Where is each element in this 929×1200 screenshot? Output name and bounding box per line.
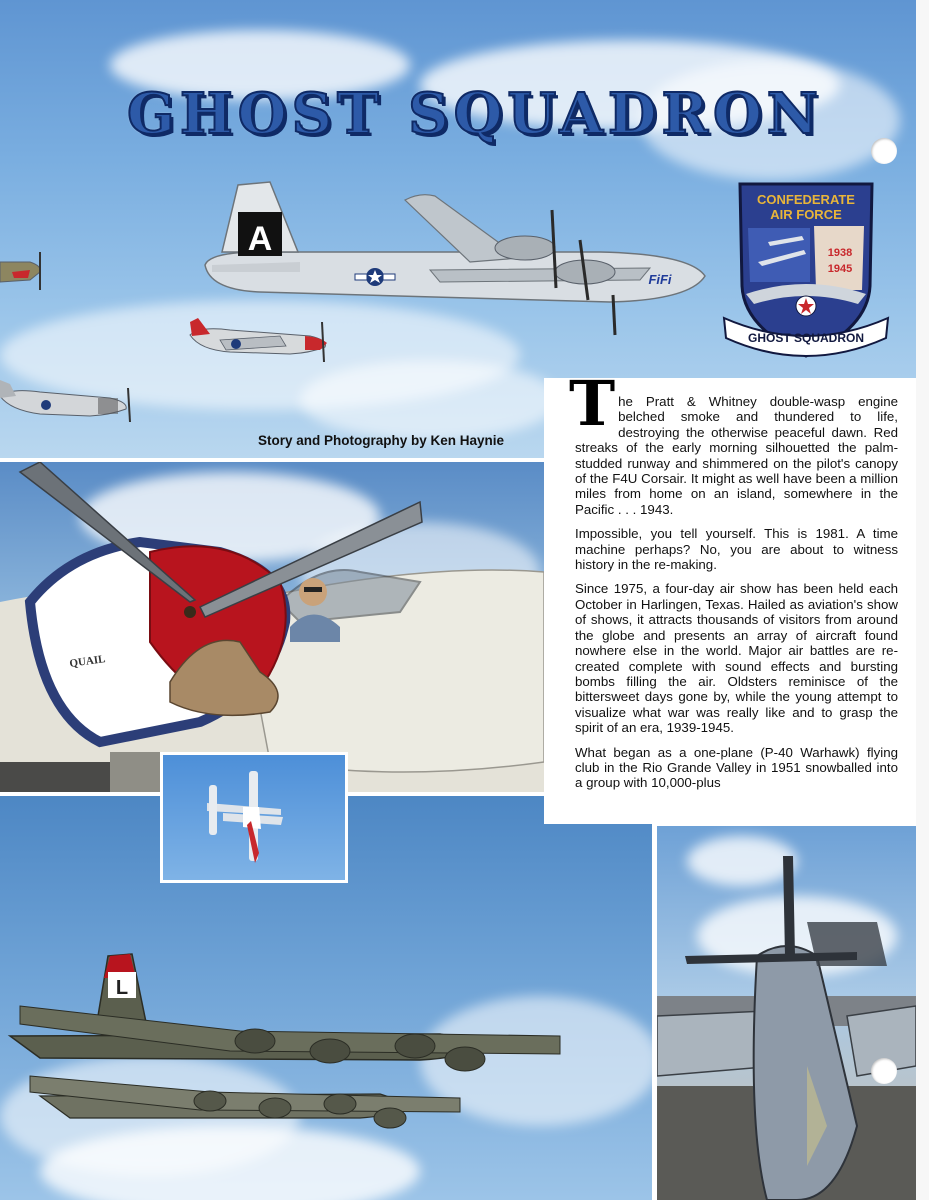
- b17-lead-bomber: [10, 954, 560, 1071]
- nose-art-text: QUAIL: [68, 653, 107, 670]
- p38-silhouette: [163, 755, 345, 880]
- b29-tail-letter: A: [247, 220, 273, 258]
- photo-p38-inset: [160, 752, 348, 883]
- binder-hole-top: [871, 138, 897, 164]
- photo-p51-on-ramp: [657, 826, 916, 1200]
- b17-second-bomber: [30, 1076, 460, 1128]
- patch-top-line-2: AIR FORCE: [770, 207, 842, 222]
- p40-warhawk-illustration: [0, 252, 40, 290]
- page-edge: [916, 0, 929, 1200]
- article-paragraph-1: [569, 367, 898, 517]
- p51-ground-illustration: [657, 826, 916, 1200]
- patch-banner-text: GHOST SQUADRON: [747, 331, 865, 345]
- page-title: GHOST SQUADRON: [127, 81, 823, 147]
- confederate-air-force-patch: [718, 178, 894, 362]
- article-body: [544, 367, 916, 824]
- closeup-illustration: [0, 462, 544, 792]
- patch-top-line-1: CONFEDERATE: [757, 192, 855, 207]
- p51-mustang-2-illustration: [0, 380, 130, 422]
- article-paragraph-3: Since 1975, a four-day air show has been held each October in Harlingen, Texas. Hailed as aviation's show of shows, it attracts thousands of visitors from around the globe and presents an array of aircraft found nowhere else in the world. Major air battles are re-created complete with sound effects and bursting bombs filling the air. Oldsters reminisce of the bittersweet days gone by, while the young attempt to visualize what war was really like and to grasp the spirit of an era, 1939-1945.: [575, 581, 898, 736]
- article-paragraph-1-text: he Pratt & Whitney double-wasp engine belched smoke and thundered to life, destroying the otherwise peaceful dawn. Red streaks of the early morning silhouetted the palm-studded runway and shimmered on the pilot's canopy of the F4U Corsair. It might as well have been a million miles from home on an island, somewhere in the Pacific . . . 1943.: [575, 394, 898, 517]
- b17-tail-letter: L: [115, 977, 129, 999]
- b29-nose-art: FiFi: [648, 272, 672, 287]
- article-paragraph-2: Impossible, you tell yourself. This is 1981. A time machine perhaps? No, you are about to witness history in the re-making.: [575, 526, 898, 573]
- binder-hole-bottom: [871, 1058, 897, 1084]
- article-paragraph-4: What began as a one-plane (P-40 Warhawk) flying club in the Rio Grande Valley in 1951 snowballed into a group with 10,000-plus: [575, 744, 898, 791]
- p51-mustang-illustration: [190, 318, 327, 362]
- photo-p38-cockpit-closeup: [0, 462, 544, 792]
- drop-cap: T: [569, 367, 616, 440]
- patch-year-start: 1938: [827, 247, 853, 259]
- patch-year-end: 1945: [827, 263, 853, 275]
- byline: Story and Photography by Ken Haynie: [258, 433, 505, 448]
- b29-bomber-illustration: [205, 182, 705, 335]
